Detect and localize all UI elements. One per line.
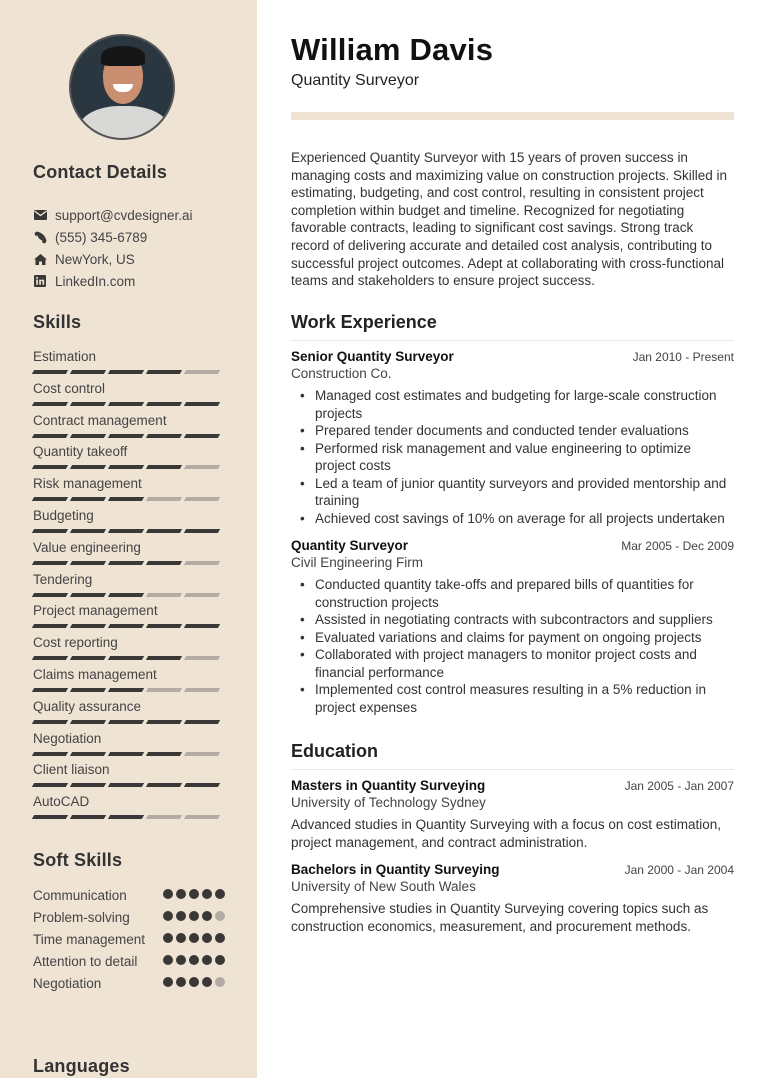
level-segment-filled <box>32 593 68 597</box>
phone-icon <box>33 230 47 244</box>
soft-skill-rating <box>163 974 225 993</box>
rating-dot-filled <box>176 889 186 899</box>
job-bullet: • Assisted in negotiating contracts with subcontractors and suppliers <box>315 611 734 629</box>
level-segment-empty <box>184 688 220 692</box>
skill-item <box>33 794 225 826</box>
level-segment-filled <box>146 561 182 565</box>
soft-skill-label: Problem-solving <box>33 910 130 925</box>
rating-dot-filled <box>189 911 199 921</box>
job-entry <box>291 349 734 527</box>
contact-email[interactable]: support@cvdesigner.ai <box>33 204 193 226</box>
level-segment-filled <box>32 656 68 660</box>
level-segment-filled <box>108 624 144 628</box>
level-segment-empty <box>146 688 182 692</box>
soft-skill-label: Time management <box>33 932 146 947</box>
rating-dot-filled <box>163 955 173 965</box>
level-segment-filled <box>32 720 68 724</box>
level-segment-filled <box>184 624 220 628</box>
job-bullet: • Conducted quantity take-offs and prepared bills of quantities for construction projects <box>315 576 734 611</box>
skill-label: Risk management <box>33 476 142 492</box>
level-segment-filled <box>70 720 106 724</box>
contact-linkedin[interactable]: LinkedIn.com <box>33 270 193 292</box>
level-segment-filled <box>70 370 106 374</box>
skill-label: AutoCAD <box>33 794 90 810</box>
skill-level-bar <box>33 656 225 660</box>
skill-label: Contract management <box>33 412 167 428</box>
skill-level-bar <box>33 529 225 533</box>
rating-dot-filled <box>215 889 225 899</box>
skill-item <box>33 349 225 381</box>
education-entry <box>291 862 734 935</box>
rating-dot-filled <box>176 977 186 987</box>
languages-heading: Languages <box>33 1056 130 1076</box>
rating-dot-filled <box>189 955 199 965</box>
level-segment-filled <box>32 434 68 438</box>
level-segment-filled <box>146 624 182 628</box>
soft-skill-item <box>33 952 225 971</box>
soft-skill-rating <box>163 930 225 949</box>
skill-item <box>33 572 225 604</box>
job-bullet: • Implemented cost control measures resulting in a 5% reduction in project expenses <box>315 681 734 716</box>
job-dates: Jan 2010 - Present <box>632 350 734 364</box>
candidate-title: Quantity Surveyor <box>291 72 420 89</box>
rating-dot-filled <box>189 889 199 899</box>
level-segment-filled <box>70 561 106 565</box>
soft-skill-item <box>33 930 225 949</box>
school-name: University of New South Wales <box>291 879 476 894</box>
rating-dot-filled <box>163 911 173 921</box>
level-segment-filled <box>70 656 106 660</box>
level-segment-filled <box>184 783 220 787</box>
sidebar <box>0 0 257 1078</box>
job-company: Construction Co. <box>291 366 392 381</box>
skill-level-bar <box>33 561 225 565</box>
linkedin-icon <box>33 274 47 288</box>
skill-item <box>33 635 225 667</box>
level-segment-filled <box>146 783 182 787</box>
soft-skill-rating <box>163 908 225 927</box>
level-segment-filled <box>70 752 106 756</box>
level-segment-filled <box>146 465 182 469</box>
skill-label: Project management <box>33 603 158 619</box>
level-segment-filled <box>108 561 144 565</box>
soft-skill-label: Negotiation <box>33 976 102 991</box>
skill-label: Quantity takeoff <box>33 444 128 460</box>
skills-list <box>33 349 225 826</box>
job-bullet: • Performed risk management and value engineering to optimize project costs <box>315 440 734 475</box>
level-segment-empty <box>184 370 220 374</box>
header-divider <box>291 112 734 120</box>
job-title: Quantity Surveyor <box>291 538 409 553</box>
level-segment-filled <box>32 624 68 628</box>
skill-item <box>33 699 225 731</box>
skill-label: Value engineering <box>33 539 141 555</box>
level-segment-filled <box>108 593 144 597</box>
skill-label: Tendering <box>33 571 93 587</box>
skill-level-bar <box>33 624 225 628</box>
rating-dot-filled <box>189 977 199 987</box>
skill-item <box>33 762 225 794</box>
contact-phone[interactable]: (555) 345-6789 <box>33 226 193 248</box>
skill-item <box>33 731 225 763</box>
rating-dot-filled <box>202 933 212 943</box>
level-segment-empty <box>184 752 220 756</box>
level-segment-filled <box>146 656 182 660</box>
profile-summary: Experienced Quantity Surveyor with 15 years of proven success in managing costs and maximizing value on construction projects. Skilled in estimating, budgeting, and cost control, resulting in consistent project completion within budget and timeline. Recognized for negotiating favorable contracts, leading to significant cost savings. Strong track record of delivering accurate and detailed cost analysis, contributing to successful project outcomes. Adept at collaborating with cross-functional teams and stakeholders to ensure project success. <box>291 150 727 289</box>
skill-label: Budgeting <box>33 507 94 523</box>
rating-dot-filled <box>176 955 186 965</box>
skill-label: Claims management <box>33 666 157 682</box>
level-segment-empty <box>146 497 182 501</box>
level-segment-filled <box>70 624 106 628</box>
skill-level-bar <box>33 720 225 724</box>
skill-item <box>33 444 225 476</box>
rating-dot-filled <box>163 933 173 943</box>
skill-label: Cost reporting <box>33 635 118 651</box>
skill-level-bar <box>33 593 225 597</box>
level-segment-filled <box>108 465 144 469</box>
skill-level-bar <box>33 402 225 406</box>
job-bullet: • Led a team of junior quantity surveyors and provided mentorship and training <box>315 475 734 510</box>
rating-dot-filled <box>163 977 173 987</box>
rating-dot-empty <box>215 911 225 921</box>
level-segment-filled <box>32 752 68 756</box>
soft-skills-heading: Soft Skills <box>33 850 123 870</box>
level-segment-empty <box>184 497 220 501</box>
level-segment-filled <box>32 561 68 565</box>
contact-list <box>33 204 193 292</box>
rating-dot-filled <box>202 955 212 965</box>
education-description: Advanced studies in Quantity Surveying with a focus on cost estimation, project management, and contract administration. <box>291 817 721 850</box>
home-icon <box>33 252 47 266</box>
level-segment-filled <box>108 370 144 374</box>
skill-label: Cost control <box>33 380 106 396</box>
soft-skill-rating <box>163 952 225 971</box>
education-dates: Jan 2000 - Jan 2004 <box>624 863 734 877</box>
work-experience-heading: Work Experience <box>291 312 734 341</box>
level-segment-empty <box>184 656 220 660</box>
job-entry <box>291 538 734 716</box>
level-segment-filled <box>146 720 182 724</box>
skill-level-bar <box>33 370 225 374</box>
level-segment-filled <box>70 783 106 787</box>
level-segment-filled <box>108 656 144 660</box>
job-bullet: • Evaluated variations and claims for payment on ongoing projects <box>315 629 734 647</box>
level-segment-filled <box>32 529 68 533</box>
level-segment-filled <box>70 529 106 533</box>
skill-item <box>33 508 225 540</box>
skill-level-bar <box>33 688 225 692</box>
school-name: University of Technology Sydney <box>291 795 486 810</box>
level-segment-empty <box>184 561 220 565</box>
level-segment-filled <box>70 434 106 438</box>
degree-title: Masters in Quantity Surveying <box>291 778 486 793</box>
level-segment-empty <box>184 815 220 819</box>
level-segment-filled <box>70 688 106 692</box>
level-segment-filled <box>108 497 144 501</box>
level-segment-filled <box>108 688 144 692</box>
level-segment-filled <box>32 815 68 819</box>
job-bullets <box>291 576 734 716</box>
envelope-icon <box>33 208 47 222</box>
level-segment-filled <box>70 593 106 597</box>
skill-label: Negotiation <box>33 730 102 746</box>
skill-item <box>33 476 225 508</box>
skill-level-bar <box>33 783 225 787</box>
level-segment-filled <box>108 529 144 533</box>
skill-item <box>33 667 225 699</box>
level-segment-filled <box>146 370 182 374</box>
skill-label: Estimation <box>33 349 97 364</box>
job-bullet: • Achieved cost savings of 10% on average for all projects undertaken <box>315 510 734 528</box>
degree-title: Bachelors in Quantity Surveying <box>291 862 500 877</box>
level-segment-filled <box>32 783 68 787</box>
rating-dot-filled <box>202 889 212 899</box>
soft-skill-label: Attention to detail <box>33 954 138 969</box>
level-segment-filled <box>184 434 220 438</box>
level-segment-filled <box>184 720 220 724</box>
rating-dot-filled <box>215 933 225 943</box>
contact-location: NewYork, US <box>33 248 193 270</box>
level-segment-filled <box>70 465 106 469</box>
rating-dot-filled <box>202 977 212 987</box>
skill-level-bar <box>33 815 225 819</box>
level-segment-filled <box>108 434 144 438</box>
skill-level-bar <box>33 465 225 469</box>
level-segment-filled <box>108 783 144 787</box>
level-segment-filled <box>108 752 144 756</box>
job-bullet: • Prepared tender documents and conducted tender evaluations <box>315 422 734 440</box>
contact-heading: Contact Details <box>33 162 168 182</box>
job-bullet: • Managed cost estimates and budgeting for large-scale construction projects <box>315 387 734 422</box>
skills-heading: Skills <box>33 312 82 332</box>
level-segment-empty <box>184 465 220 469</box>
education-description: Comprehensive studies in Quantity Surveying covering topics such as construction economics, measurement, and procurement methods. <box>291 901 709 934</box>
skill-level-bar <box>33 497 225 501</box>
level-segment-empty <box>146 593 182 597</box>
level-segment-filled <box>184 402 220 406</box>
level-segment-filled <box>108 815 144 819</box>
level-segment-filled <box>146 434 182 438</box>
skill-item <box>33 603 225 635</box>
level-segment-filled <box>32 370 68 374</box>
level-segment-filled <box>70 497 106 501</box>
rating-dot-filled <box>176 911 186 921</box>
level-segment-filled <box>32 497 68 501</box>
job-title: Senior Quantity Surveyor <box>291 349 454 364</box>
level-segment-filled <box>108 720 144 724</box>
skill-item <box>33 540 225 572</box>
profile-photo <box>69 34 175 140</box>
level-segment-filled <box>70 815 106 819</box>
skill-label: Client liaison <box>33 762 110 778</box>
level-segment-filled <box>32 688 68 692</box>
candidate-name: William Davis <box>291 32 494 67</box>
rating-dot-filled <box>163 889 173 899</box>
level-segment-empty <box>184 593 220 597</box>
rating-dot-filled <box>202 911 212 921</box>
level-segment-filled <box>108 402 144 406</box>
soft-skill-label: Communication <box>33 888 127 903</box>
soft-skill-rating <box>163 886 225 905</box>
education-heading: Education <box>291 741 734 770</box>
skill-level-bar <box>33 434 225 438</box>
rating-dot-filled <box>189 933 199 943</box>
soft-skill-item <box>33 974 225 993</box>
rating-dot-empty <box>215 977 225 987</box>
skill-level-bar <box>33 752 225 756</box>
skill-item <box>33 413 225 445</box>
level-segment-filled <box>184 529 220 533</box>
soft-skill-item <box>33 908 225 927</box>
job-dates: Mar 2005 - Dec 2009 <box>621 539 734 553</box>
soft-skills-list <box>33 886 225 996</box>
level-segment-filled <box>70 402 106 406</box>
level-segment-filled <box>146 752 182 756</box>
level-segment-filled <box>32 402 68 406</box>
soft-skill-item <box>33 886 225 905</box>
education-entry <box>291 778 734 851</box>
rating-dot-filled <box>176 933 186 943</box>
job-bullet: • Collaborated with project managers to monitor project costs and financial performance <box>315 646 734 681</box>
job-company: Civil Engineering Firm <box>291 555 424 570</box>
level-segment-empty <box>146 815 182 819</box>
skill-item <box>33 381 225 413</box>
rating-dot-filled <box>215 955 225 965</box>
level-segment-filled <box>146 402 182 406</box>
level-segment-filled <box>32 465 68 469</box>
education-dates: Jan 2005 - Jan 2007 <box>624 779 734 793</box>
level-segment-filled <box>146 529 182 533</box>
skill-label: Quality assurance <box>33 698 142 714</box>
job-bullets <box>291 387 734 527</box>
